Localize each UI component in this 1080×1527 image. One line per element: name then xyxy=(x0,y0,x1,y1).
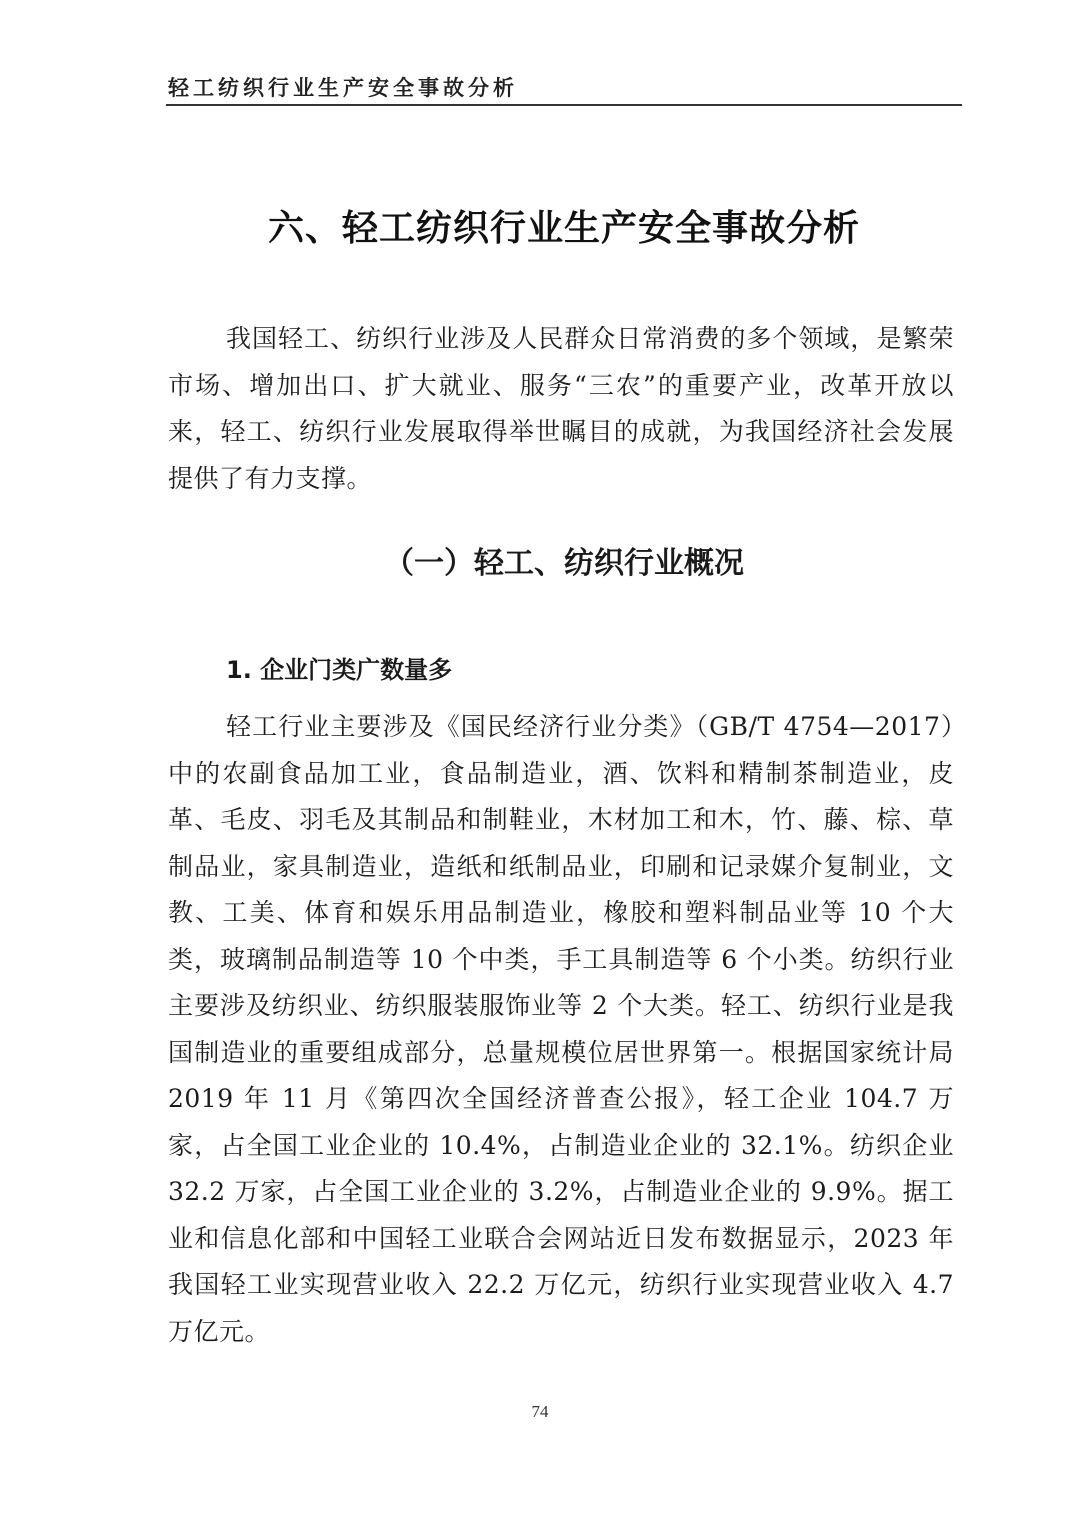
section-title: （一）轻工、纺织行业概况 xyxy=(384,546,744,581)
running-header: 轻工纺织行业生产安全事故分析 xyxy=(168,76,518,100)
page-number: 74 xyxy=(531,1402,549,1421)
header-divider xyxy=(166,104,962,106)
intro-paragraph: 我国轻工、纺织行业涉及人民群众日常消费的多个领域，是繁荣市场、增加出口、扩大就业、服务“三农”的重要产业，改革开放以来，轻工、纺织行业发展取得举世瞩目的成就，为我国经济社会发展提供了有力支撑。 xyxy=(168,324,954,493)
subsection-title: 1. 企业门类广数量多 xyxy=(226,656,453,684)
chapter-title: 六、轻工纺织行业生产安全事故分析 xyxy=(267,208,860,249)
subsection-paragraph: 轻工行业主要涉及《国民经济行业分类》（GB/T 4754—2017）中的农副食品加工业，食品制造业，酒、饮料和精制茶制造业，皮革、毛皮、羽毛及其制品和制鞋业，木材加工和木，竹、藤、棕、草制品业，家具制造业，造纸和纸制品业，印刷和记录媒介复制业，文教、工美、体育和娱乐用品制造业，橡胶和塑料制品业等 10 个大类，玻璃制品制造等 10 个中类，手工具制造等 6 个小类。纺织行业主要涉及纺织业、纺织服装服饰业等 2 个大类。轻工、纺织行业是我国制造业的重要组成部分，总量规模位居世界第一。根据国家统计局 2019 年 11 月《第四次全国经济普查公报》，轻工企业 104.7 万家，占全国工业企业的 10.4%，占制造业企业的 32.1%。纺织企业 32.2 万家，占全国工业企业的 3.2%，占制造业企业的 9.9%。据工业和信息化部和中国轻工业联合会网站近日发布数据显示，2023 年我国轻工业实现营业收入 22.2 万亿元，纺织行业实现营业收入 4.7 万亿元。 xyxy=(168,712,954,1346)
